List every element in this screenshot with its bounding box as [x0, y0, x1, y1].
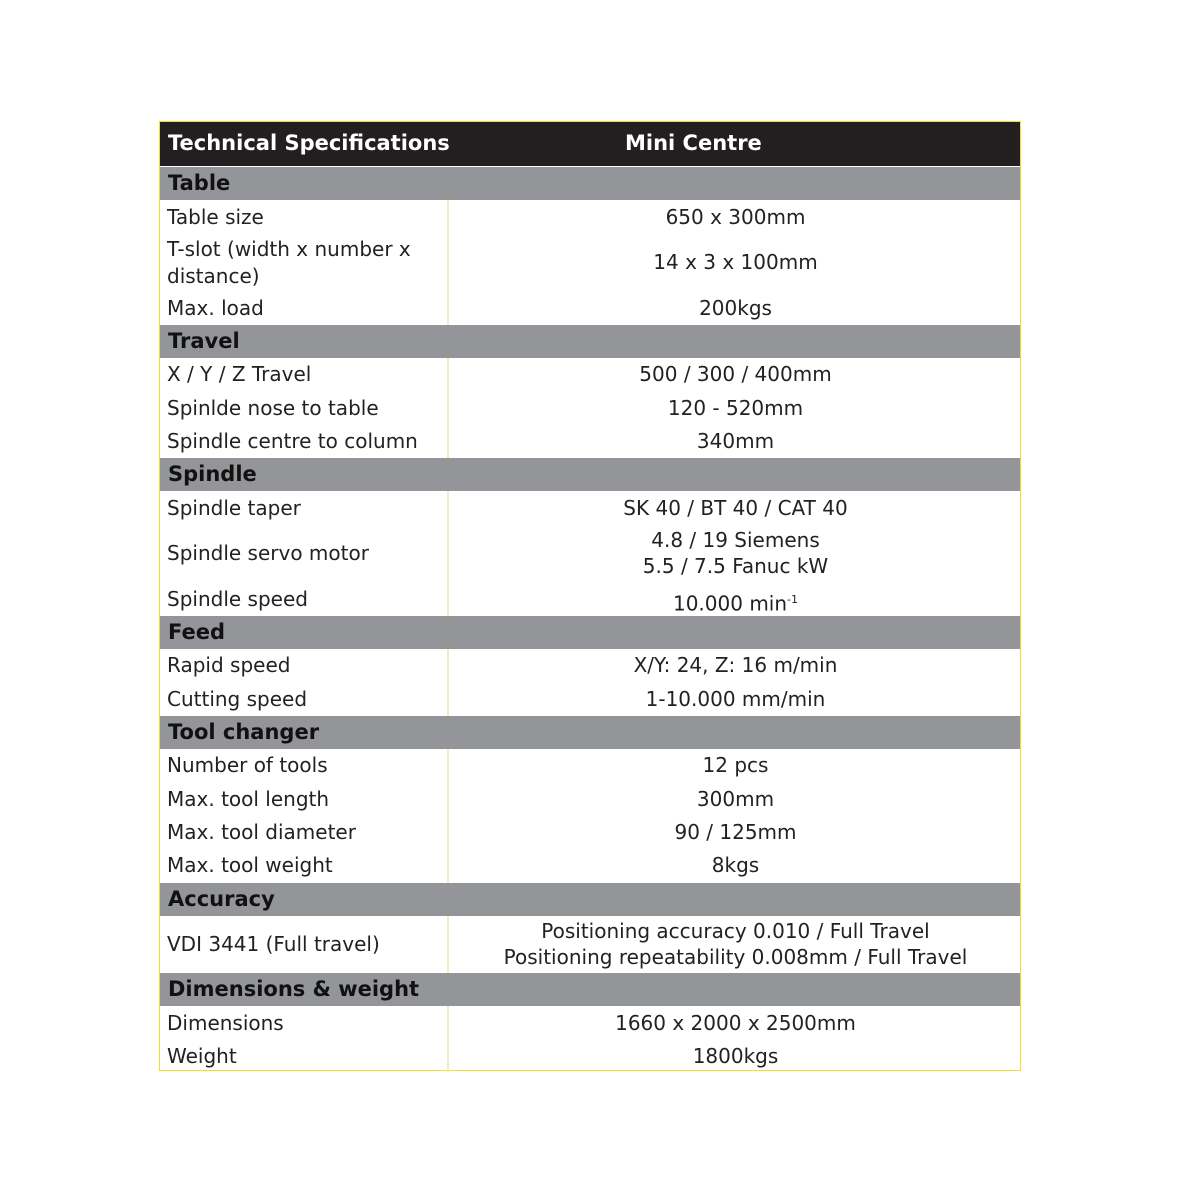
row-value [449, 586, 1022, 618]
row-value: 8kgs [711, 853, 760, 877]
row-value: 500 / 300 / 400mm [639, 362, 832, 386]
row-label: Rapid speed [167, 653, 291, 677]
row-label: Spindle centre to column [167, 429, 418, 453]
row-label: Max. tool diameter [167, 820, 356, 844]
row-label: Spindle speed [167, 587, 308, 611]
section-table: Table [160, 167, 1020, 200]
table-header [160, 122, 1020, 166]
section-feed: Feed [160, 616, 1020, 649]
row-value: 300mm [696, 787, 775, 811]
row-value: 650 x 300mm [665, 205, 806, 229]
section-dimensions: Dimensions & weight [160, 973, 1020, 1006]
row-value: SK 40 / BT 40 / CAT 40 [623, 496, 848, 520]
section-travel: Travel [160, 325, 1020, 358]
row-value-text: 10.000 min [672, 591, 788, 616]
row-value: X/Y: 24, Z: 16 m/min [633, 653, 838, 677]
row-label-cont: distance) [167, 264, 260, 288]
row-label: Number of tools [167, 753, 328, 777]
row-value: 200kgs [699, 296, 772, 320]
row-value: 90 / 125mm [674, 820, 797, 844]
row-label: T-slot (width x number x [167, 237, 411, 261]
row-label: X / Y / Z Travel [167, 362, 312, 386]
row-value-cont: Positioning repeatability 0.008mm / Full Travel [503, 945, 968, 969]
row-label: VDI 3441 (Full travel) [167, 932, 380, 956]
row-label: Spindle servo motor [167, 541, 369, 565]
section-tool-changer: Tool changer [160, 716, 1020, 749]
row-label: Max. load [167, 296, 264, 320]
row-label: Weight [167, 1044, 237, 1068]
row-label: Max. tool length [167, 787, 330, 811]
row-value: 14 x 3 x 100mm [653, 250, 818, 274]
row-label: Max. tool weight [167, 853, 333, 877]
row-value: 120 - 520mm [667, 396, 804, 420]
row-value: 1660 x 2000 x 2500mm [615, 1011, 856, 1035]
row-label: Dimensions [167, 1011, 284, 1035]
row-label: Spinlde nose to table [167, 396, 379, 420]
row-value: 1-10.000 mm/min [645, 687, 826, 711]
row-value: 4.8 / 19 Siemens [651, 528, 820, 552]
row-value: Positioning accuracy 0.010 / Full Travel [541, 919, 930, 943]
spec-table [159, 121, 1021, 1071]
header-title: Technical Specifications [168, 131, 450, 155]
row-label: Spindle taper [167, 496, 301, 520]
section-accuracy: Accuracy [160, 883, 1020, 916]
row-value: 340mm [696, 429, 775, 453]
row-label: Cutting speed [167, 687, 308, 711]
row-label: Table size [167, 205, 264, 229]
row-value: 1800kgs [692, 1044, 779, 1068]
row-value: 12 pcs [702, 753, 769, 777]
row-value-cont: 5.5 / 7.5 Fanuc kW [642, 554, 829, 578]
section-spindle: Spindle [160, 458, 1020, 491]
row-value-superscript: -1 [787, 593, 799, 606]
header-model: Mini Centre [625, 131, 762, 155]
